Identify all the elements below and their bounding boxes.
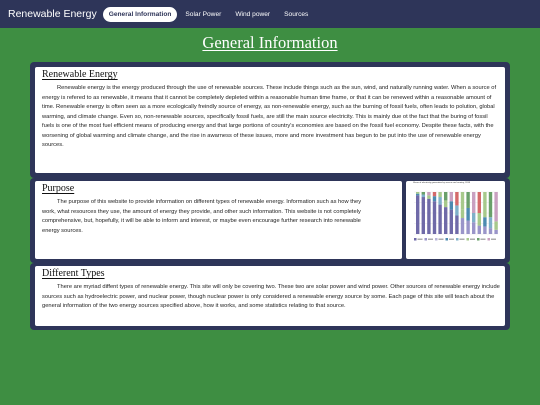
- chart-legend-label: [428, 239, 433, 240]
- chart-bar-segment: [422, 195, 425, 198]
- chart-legend-label: [418, 239, 423, 240]
- chart-legend-label: [491, 239, 496, 240]
- chart-bar-segment: [466, 208, 469, 221]
- chart-bar-segment: [472, 222, 475, 234]
- chart-bar-segment: [466, 221, 469, 234]
- chart-bar-segment: [416, 194, 419, 196]
- chart-bar-segment: [483, 217, 486, 226]
- chart-bar-segment: [450, 192, 453, 201]
- site-brand[interactable]: Renewable Energy: [8, 8, 97, 20]
- purpose-text: The purpose of this website to provide information on different types of renewable energy. Information such as how they work, what resources they use, the amount of energy they provide, and other such information. This website is not completely comprehensive, but, hopefully, it will be able to inform and interest, or maybe even encourage further research into renewable energy sources.: [42, 199, 362, 234]
- page-title: General Information: [202, 33, 338, 52]
- chart-legend-label: [460, 239, 465, 240]
- chart-legend-swatch: [477, 238, 480, 241]
- chart-bar-segment: [450, 201, 453, 209]
- top-navbar: [0, 0, 540, 28]
- renewable-energy-panel: [30, 62, 510, 178]
- chart-bar-segment: [461, 192, 464, 210]
- chart-bar-segment: [422, 197, 425, 234]
- chart-bar-segment: [438, 192, 441, 197]
- chart-bar-segment: [455, 192, 458, 205]
- chart-bar-segment: [489, 228, 492, 234]
- energy-chart-thumbnail: [406, 181, 505, 259]
- chart-bar-segment: [494, 230, 497, 234]
- chart-bar-segment: [478, 192, 481, 213]
- chart-bar-segment: [444, 192, 447, 200]
- chart-bar-segment: [455, 205, 458, 215]
- renewable-energy-card: [35, 67, 505, 173]
- chart-legend-label: [449, 239, 454, 240]
- chart-bar-segment: [455, 216, 458, 234]
- chart-bar-segment: [478, 213, 481, 226]
- nav-solar-power[interactable]: Solar Power: [185, 10, 222, 18]
- chart-bar-segment: [489, 192, 492, 217]
- chart-bar-segment: [461, 218, 464, 234]
- renewable-energy-heading: Renewable Energy: [42, 69, 118, 80]
- chart-bar-segment: [438, 205, 441, 234]
- chart-bar-segment: [427, 192, 430, 195]
- chart-bar-segment: [489, 217, 492, 228]
- chart-bar-segment: [416, 195, 419, 234]
- chart-legend-label: [481, 239, 486, 240]
- chart-legend-swatch: [435, 238, 438, 241]
- chart-bar-segment: [444, 200, 447, 207]
- chart-bar-segment: [472, 213, 475, 222]
- chart-legend-swatch: [446, 238, 449, 241]
- chart-bar-segment: [433, 192, 436, 196]
- chart-bar-segment: [450, 210, 453, 234]
- different-types-text: There are myriad diffent types of renewable energy. This site will only be covering two. These two are solar power and wind power. Other sources of renewable energy include sources such as hydroelectric power, and nuclear power, though nuclear power is only considered a renewable energy source by some. Each page of this site will teach about the general information of the two energy sources specified above, how it works, and some statistics relating to that source.: [42, 284, 500, 309]
- chart-thumbnail-graphic: [412, 190, 500, 245]
- chart-bar-segment: [433, 201, 436, 234]
- different-types-heading: Different Types: [42, 268, 105, 279]
- purpose-panel: [30, 178, 510, 263]
- chart-bar-segment: [478, 226, 481, 234]
- nav-general-information[interactable]: General Information: [103, 7, 178, 22]
- chart-legend-swatch: [456, 238, 459, 241]
- chart-bar-segment: [483, 226, 486, 234]
- chart-bar-segment: [494, 192, 497, 221]
- chart-thumbnail-title: Share of electricity generation by source and country, 2018: [413, 182, 470, 184]
- chart-bar-segment: [472, 192, 475, 213]
- chart-legend-swatch: [425, 238, 428, 241]
- different-types-panel: [30, 263, 510, 330]
- chart-bar-segment: [433, 196, 436, 201]
- chart-bar-segment: [483, 192, 486, 217]
- chart-legend-label: [439, 239, 444, 240]
- chart-bar-segment: [466, 192, 469, 208]
- different-types-card: [35, 266, 505, 326]
- chart-bar-segment: [494, 221, 497, 229]
- chart-legend-swatch: [414, 238, 417, 241]
- chart-bar-segment: [444, 207, 447, 234]
- purpose-card: [35, 181, 402, 259]
- chart-bar-segment: [427, 195, 430, 198]
- nav-wind-power[interactable]: Wind power: [235, 10, 271, 18]
- chart-bar-segment: [416, 192, 419, 194]
- chart-legend-label: [470, 239, 475, 240]
- chart-bar-segment: [438, 197, 441, 205]
- chart-bar-segment: [422, 192, 425, 195]
- chart-bar-segment: [427, 199, 430, 234]
- nav-sources[interactable]: Sources: [284, 10, 309, 18]
- renewable-energy-text: Renewable energy is the energy produced through the use of renewable sources. These include things such as the sun, wind, and naturally running water. When a source of energy is refered to as renewable, it means that it cannot be completely depleted within a reasonable human time frame, or that it can be renewed within a reasonable amount of time. Renewable energy is often seen as a more ecologically freindly source of energy, as non-renewable energy, such as the burning of fossil fuels, often leads to polution, global warming, and climate change. Even so, non-renewable sources, specifically fossil fuels, are still the main source electricity. This is mainly due ot the fact that the buring of fossil fuels is one of the most fuel efficient means of producing energy and that large portions of country's economies are based on the fossil fuel economy. Despite these facts, with the worsening of global warming and climate change, and the rise in awarness of these issues, more and more investment has begun to be put into the use of renewable energy sources.: [42, 85, 497, 148]
- purpose-heading: Purpose: [42, 183, 75, 194]
- chart-legend-swatch: [467, 238, 470, 241]
- chart-bar-segment: [461, 210, 464, 218]
- chart-legend-swatch: [488, 238, 491, 241]
